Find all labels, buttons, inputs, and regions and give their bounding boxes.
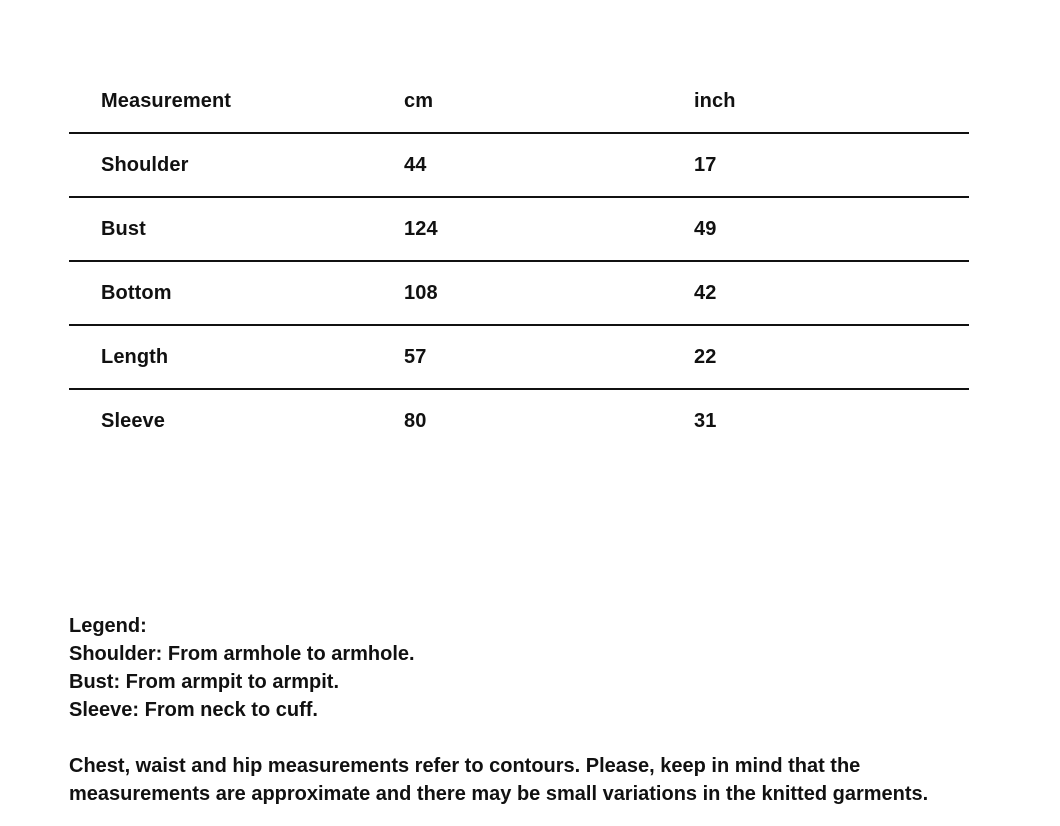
legend bbox=[69, 612, 1009, 724]
cell-inch: 31 bbox=[694, 409, 717, 432]
legend-item: Bust: From armpit to armpit. bbox=[69, 671, 340, 693]
cell-inch: 49 bbox=[694, 197, 969, 261]
cell-cm: 44 bbox=[404, 133, 694, 197]
cell-cm: 80 bbox=[404, 409, 427, 432]
table-row bbox=[69, 197, 969, 261]
table-row bbox=[69, 389, 969, 452]
cell-cm: 124 bbox=[404, 197, 694, 261]
cell-inch: 17 bbox=[694, 133, 969, 197]
cell-inch: 22 bbox=[694, 325, 969, 389]
header-inch: inch bbox=[694, 70, 969, 133]
cell-cm: 57 bbox=[404, 325, 694, 389]
cell-inch: 42 bbox=[694, 261, 969, 325]
cell-measurement: Bottom bbox=[69, 261, 404, 325]
header-measurement: Measurement bbox=[69, 70, 404, 133]
cell-measurement: Length bbox=[69, 325, 404, 389]
size-chart-table bbox=[69, 70, 969, 452]
table-row bbox=[69, 133, 969, 197]
table-row bbox=[69, 261, 969, 325]
header-row bbox=[69, 70, 969, 133]
cell-cm: 108 bbox=[404, 261, 694, 325]
note-line: Chest, waist and hip measurements refer to contours. Please, keep in mind that the bbox=[69, 755, 861, 777]
header-cm: cm bbox=[404, 70, 694, 133]
measurement-note bbox=[69, 752, 1009, 808]
table-row bbox=[69, 325, 969, 389]
cell-measurement: Shoulder bbox=[69, 133, 404, 197]
note-line: measurements are approximate and there may be small variations in the knitted garments. bbox=[69, 783, 929, 805]
cell-measurement: Sleeve bbox=[101, 409, 165, 432]
cell-measurement: Bust bbox=[69, 197, 404, 261]
table-header bbox=[69, 70, 969, 133]
legend-title: Legend: bbox=[69, 615, 147, 637]
legend-item: Shoulder: From armhole to armhole. bbox=[69, 643, 415, 665]
table-body bbox=[69, 133, 969, 452]
legend-item: Sleeve: From neck to cuff. bbox=[69, 699, 318, 721]
